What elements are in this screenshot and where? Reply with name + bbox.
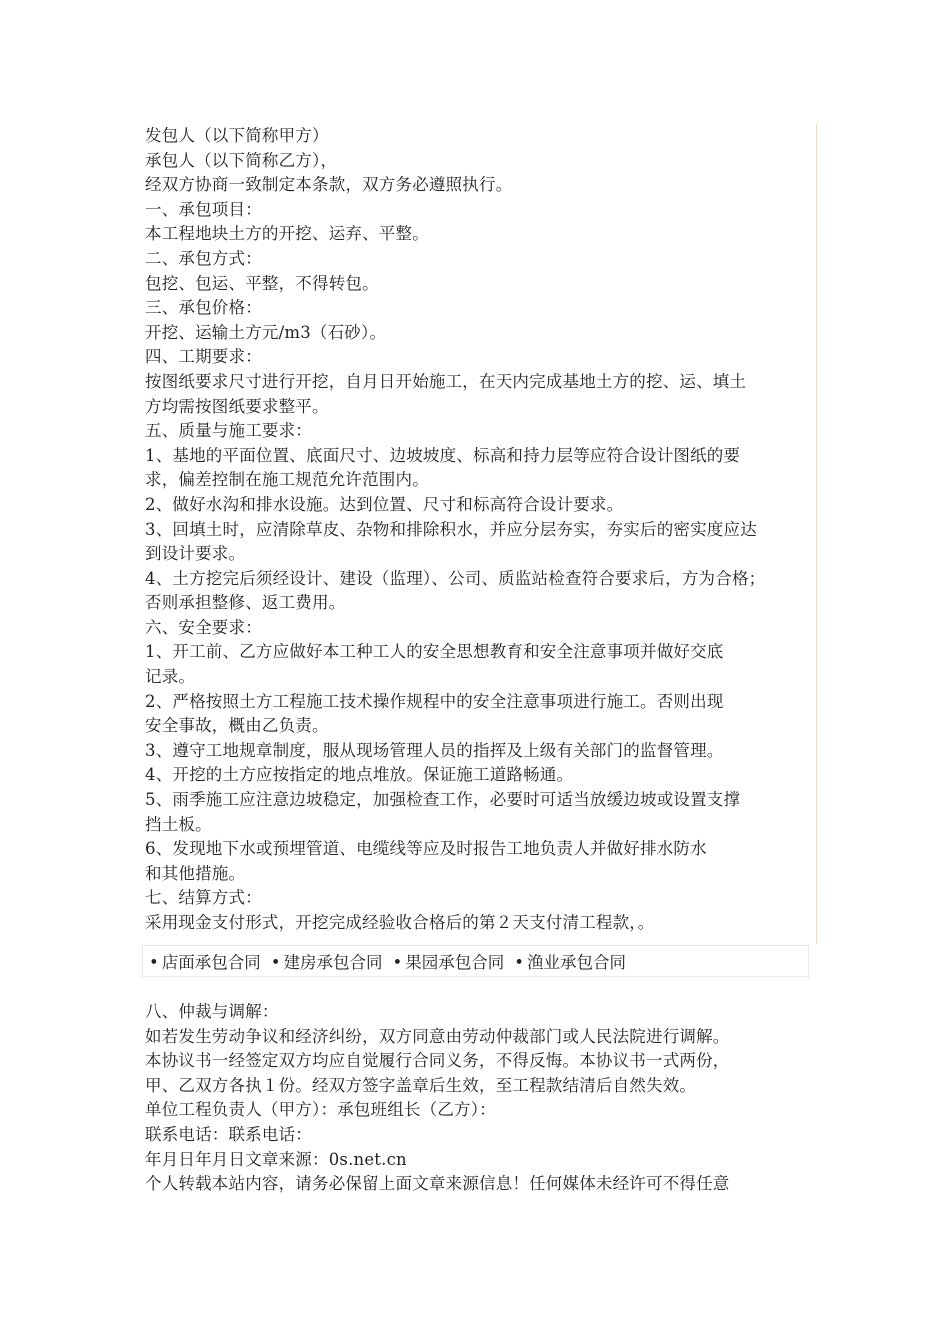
right-margin-rule	[816, 124, 817, 944]
text-line: 1、基地的平面位置、底面尺寸、边坡坡度、标高和持力层等应符合设计图纸的要	[145, 445, 741, 465]
related-link-label: 建房承包合同	[283, 953, 383, 972]
section-heading-3: 三、承包价格：	[145, 298, 262, 318]
text-line: 采用现金支付形式，开挖完成经验收合格后的第２天支付清工程款，。	[145, 913, 655, 932]
text-line: 求，偏差控制在施工规范允许范围内。	[145, 470, 429, 490]
text-line: 方均需按图纸要求整平。	[145, 396, 329, 416]
bullet-icon: •	[270, 953, 281, 972]
text-line: 记录。	[145, 667, 196, 687]
contract-body-bottom	[145, 1000, 810, 1197]
signature-line: 单位工程负责人（甲方）：承包班组长（乙方）：	[145, 1100, 496, 1120]
section-heading-6: 六、安全要求：	[145, 617, 262, 637]
text-line: 安全事故，概由乙负责。	[145, 716, 329, 736]
text-line: 开挖、运输土方元/m3（石砂）。	[145, 322, 387, 342]
related-link-fishery-contract[interactable]	[514, 949, 626, 973]
text-line: 按图纸要求尺寸进行开挖，自月日开始施工，在天内完成基地土方的挖、运、填土	[145, 371, 747, 391]
text-line: 甲、乙双方各执１份。经双方签字盖章后生效，至工程款结清后自然失效。	[145, 1075, 697, 1095]
related-link-orchard-contract[interactable]	[392, 949, 504, 973]
section-heading-2: 二、承包方式：	[145, 248, 262, 268]
text-line: 3、遵守工地规章制度，服从现场管理人员的指挥及上级有关部门的监督管理。	[145, 740, 724, 760]
text-line: 如若发生劳动争议和经济纠纷，双方同意由劳动仲裁部门或人民法院进行调解。	[145, 1026, 730, 1046]
text-line: 包挖、包运、平整，不得转包。	[145, 273, 379, 293]
text-line: 4、开挖的土方应按指定的地点堆放。保证施工道路畅通。	[145, 765, 574, 785]
party-b-line: 承包人（以下简称乙方），	[145, 150, 338, 170]
section-heading-4: 四、工期要求：	[145, 347, 262, 367]
text-line: 2、严格按照土方工程施工技术操作规程中的安全注意事项进行施工。否则出现	[145, 691, 724, 711]
text-line: 和其他措施。	[145, 863, 246, 883]
text-line: 到设计要求。	[145, 544, 246, 564]
text-line: 本协议书一经签定双方均应自觉履行合同义务，不得反悔。本协议书一式两份，	[145, 1051, 730, 1071]
section-heading-1: 一、承包项目：	[145, 199, 262, 219]
party-a-line: 发包人（以下简称甲方）	[145, 126, 329, 145]
bullet-icon: •	[149, 953, 159, 972]
related-link-label: 果园承包合同	[405, 953, 505, 972]
copyright-notice-line: 个人转载本站内容，请务必保留上面文章来源信息！任何媒体未经许可不得任意	[145, 1174, 730, 1194]
related-contracts-bar	[142, 945, 809, 977]
section-heading-8: 八、仲裁与调解：	[145, 1002, 279, 1021]
bullet-icon: •	[392, 953, 403, 972]
text-line: 1、开工前、乙方应做好本工种工人的安全思想教育和安全注意事项并做好交底	[145, 642, 724, 662]
text-line: 4、土方挖完后须经设计、建设（监理）、公司、质监站检查符合要求后，方为合格；	[145, 568, 766, 588]
related-link-building-contract[interactable]	[271, 949, 383, 973]
related-link-label: 店面承包合同	[161, 953, 261, 972]
phone-line: 联系电话：联系电话：	[145, 1124, 312, 1144]
date-source-line: 年月日年月日文章来源：0s.net.cn	[145, 1149, 407, 1169]
contract-body-top	[145, 124, 810, 936]
bullet-icon: •	[514, 953, 524, 972]
section-heading-5: 五、质量与施工要求：	[145, 421, 312, 441]
text-line: 3、回填土时，应清除草皮、杂物和排除积水，并应分层夯实，夯实后的密实度应达	[145, 519, 757, 539]
related-link-label: 渔业承包合同	[526, 953, 626, 972]
related-link-store-contract[interactable]	[149, 949, 261, 973]
text-line: 5、雨季施工应注意边坡稳定，加强检查工作，必要时可适当放缓边坡或设置支撑	[145, 790, 741, 810]
text-line: 2、做好水沟和排水设施。达到位置、尺寸和标高符合设计要求。	[145, 494, 624, 514]
preamble-line: 经双方协商一致制定本条款，双方务必遵照执行。	[145, 175, 513, 195]
text-line: 否则承担整修、返工费用。	[145, 593, 346, 613]
text-line: 6、发现地下水或预埋管道、电缆线等应及时报告工地负责人并做好排水防水	[145, 839, 707, 859]
text-line: 挡土板。	[145, 814, 212, 834]
section-heading-7: 七、结算方式：	[145, 888, 262, 908]
text-line: 本工程地块土方的开挖、运弃、平整。	[145, 224, 429, 244]
